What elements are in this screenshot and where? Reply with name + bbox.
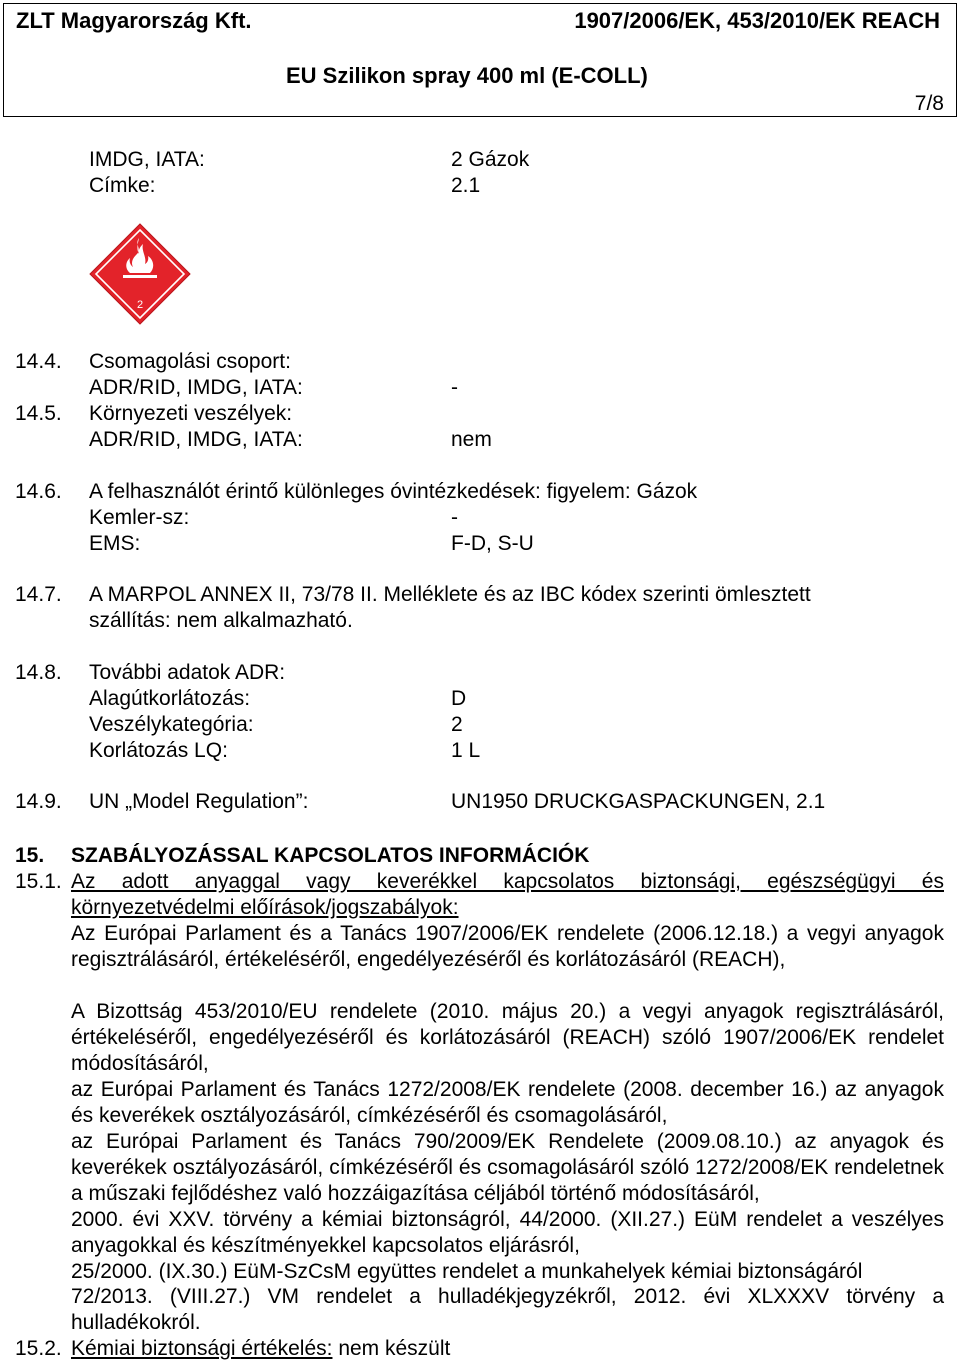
un-model-regulation-value: UN1950 DRUCKGASPACKUNGEN, 2.1 [451,790,826,813]
regulation-ref: 1907/2006/EK, 453/2010/EK REACH [574,8,940,33]
regulation-paragraph-7: 72/2013. (VIII.27.) VM rendelet a hulladékjegyzékről, 2012. évi XLXXXV törvény a hulladékokról. [71,1285,944,1334]
flammable-gas-diamond-icon [88,222,192,326]
s14-5-title: Környezeti veszélyek: [89,402,293,425]
s14-7-line2: szállítás: nem alkalmazható. [89,609,353,632]
lq-limit-value: 1 L [451,739,481,762]
tunnel-restriction-value: D [451,687,467,710]
regulation-paragraph-5: 2000. évi XXV. törvény a kémiai biztonságról, 44/2000. (XII.27.) EüM rendelet a veszélyes anyagokkal és készítményekkel kapcsolatos eljárásról, [71,1208,944,1257]
s14-6-num: 14.6. [15,480,62,503]
ems-label: EMS: [89,532,141,555]
s14-9-num: 14.9. [15,790,62,813]
hazard-category-label: Veszélykategória: [89,713,254,736]
regulation-paragraph-1: Az Európai Parlament és a Tanács 1907/2006/EK rendelete (2006.12.18.) a vegyi anyagok regisztrálásáról, értékeléséről, engedélyezéséről és korlátozásáról (REACH), [71,922,944,971]
label-value: 2.1 [451,174,481,197]
s14-4-row-label: ADR/RID, IMDG, IATA: [89,376,303,399]
s14-4-num: 14.4. [15,350,62,373]
s15-1-num: 15.1. [15,870,62,893]
s14-6-title: A felhasználót érintő különleges óvintézkedések: figyelem: Gázok [89,480,698,503]
s14-4-title: Csomagolási csoport: [89,350,291,373]
lq-limit-label: Korlátozás LQ: [89,739,228,762]
regulation-paragraph-6: 25/2000. (IX.30.) EüM-SzCsM együttes rendelet a munkahelyek kémiai biztonságáról [71,1260,863,1283]
imdg-iata-label: IMDG, IATA: [89,148,205,171]
chemical-safety-assessment-value: nem készült [338,1337,451,1360]
ems-value: F-D, S-U [451,532,534,555]
page-number: 7/8 [914,92,944,115]
hazard-category-value: 2 [451,713,463,736]
s15-2-num: 15.2. [15,1337,62,1360]
imdg-iata-value: 2 Gázok [451,148,530,171]
s14-8-num: 14.8. [15,661,62,684]
pictogram-number: 2 [136,299,144,311]
s15-2-row [71,1336,450,1362]
regulation-paragraph-2: A Bizottság 453/2010/EU rendelete (2010. május 20.) a vegyi anyagok regisztrálásáról, értékeléséről, engedélyezéséről és korlátozásáról (REACH) szóló 1907/2006/EK rendelet módosításáról, [71,1000,944,1075]
un-model-regulation-label: UN „Model Regulation”: [89,790,309,813]
s14-7-line1: A MARPOL ANNEX II, 73/78 II. Melléklete és az IBC kódex szerinti ömlesztett [89,583,811,606]
s14-5-row-value: nem [451,428,492,451]
s14-7-num: 14.7. [15,583,62,606]
label-label: Címke: [89,174,156,197]
tunnel-restriction-label: Alagútkorlátozás: [89,687,251,710]
s14-4-row-value: - [451,376,458,399]
s15-num: 15. [15,844,45,867]
s14-8-title: További adatok ADR: [89,661,286,684]
kemler-label: Kemler-sz: [89,506,190,529]
chemical-safety-assessment-label: Kémiai biztonsági értékelés: [71,1337,333,1360]
company-name: ZLT Magyarország Kft. [16,8,252,33]
kemler-value: - [451,506,458,529]
s15-title: SZABÁLYOZÁSSAL KAPCSOLATOS INFORMÁCIÓK [71,844,590,867]
product-name: EU Szilikon spray 400 ml (E-COLL) [286,63,648,88]
s14-5-row-label: ADR/RID, IMDG, IATA: [89,428,303,451]
regulation-paragraph-4: az Európai Parlament és Tanács 790/2009/EK Rendelete (2009.08.10.) az anyagok és keverékek osztályozásáról, címkézéséről és csomagolásáról szóló 1272/2008/EK rendeletnek a műszaki fejlődéshez való hozzáigazítása céljából történő módosításáról, [71,1130,944,1205]
regulation-paragraph-3: az Európai Parlament és Tanács 1272/2008/EK rendelete (2008. december 16.) az anyagok és keverékek osztályozásáról, címkézéséről és csomagolásáról, [71,1078,944,1127]
s14-5-num: 14.5. [15,402,62,425]
s15-1-heading: Az adott anyaggal vagy keverékkel kapcsolatos biztonsági, egészségügyi és környezetvédelmi előírások/jogszabályok: [71,870,944,919]
